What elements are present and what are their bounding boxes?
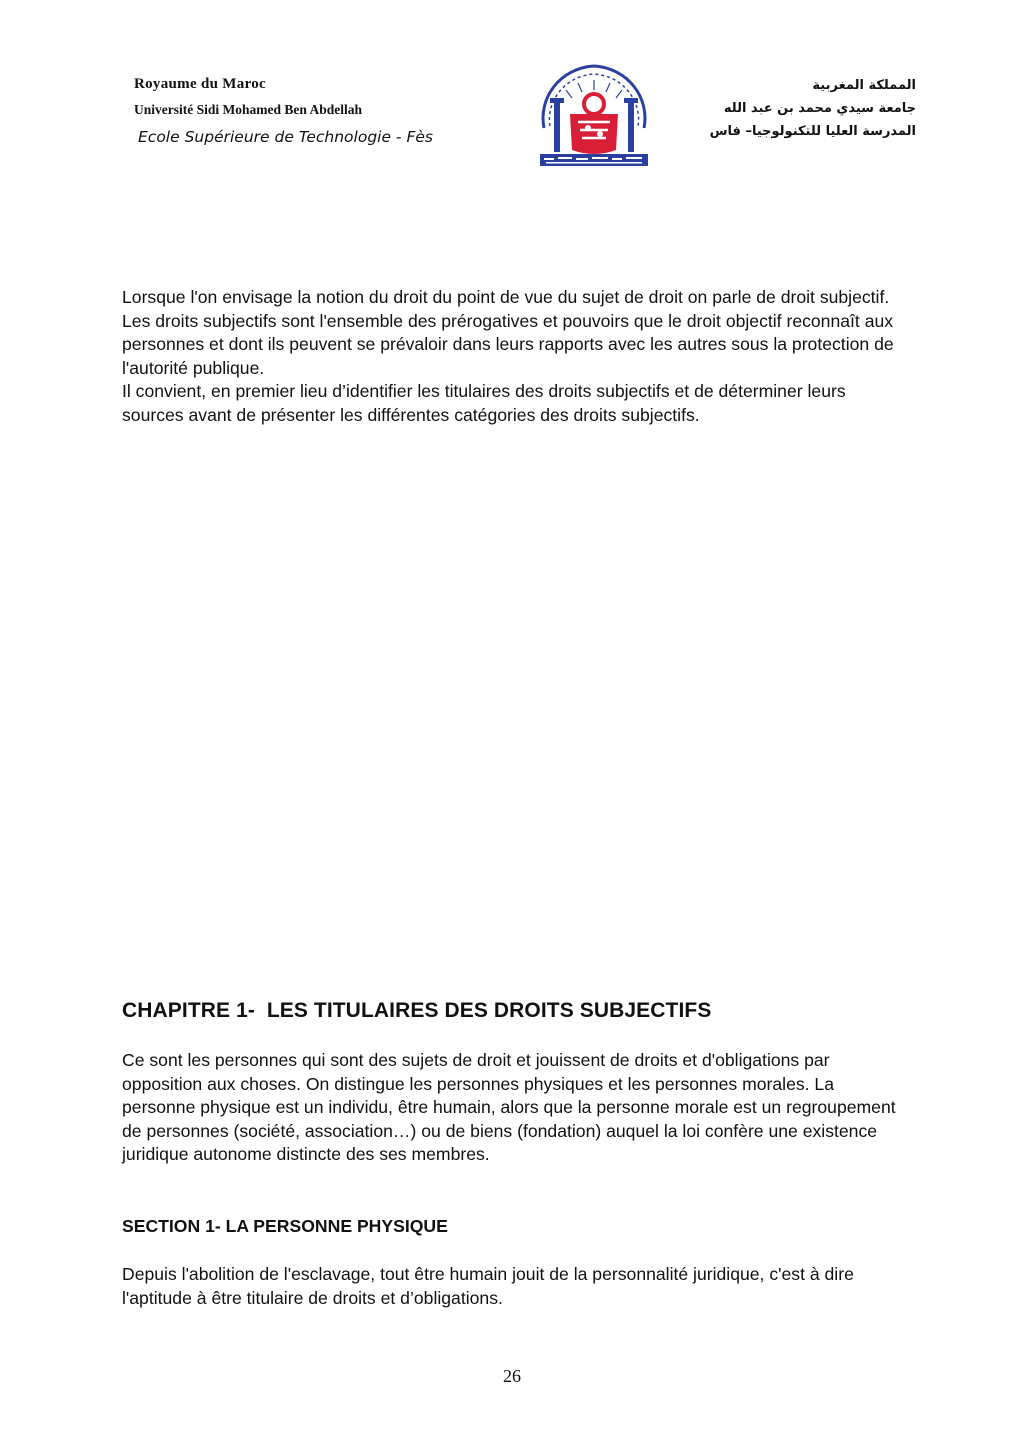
section-paragraph-block [122, 1263, 912, 1310]
intro-text [122, 286, 912, 428]
chapter-paragraph: Ce sont les personnes qui sont des sujets de droit et jouissent de droits et d'obligations par opposition aux choses. On distingue les personnes physiques et les personnes morales. La personne physique est un individu, être humain, alors que la personne morale est un regroupement de personnes (société, association…) ou de biens (fondation) auquel la loi confère une existence juridique autonome distincte des ses membres. [122, 1050, 896, 1165]
institution-header-left [134, 74, 534, 148]
chapter-title: CHAPITRE 1- LES TITULAIRES DES DROITS SUBJECTIFS [122, 999, 712, 1022]
university-emblem-icon [530, 58, 658, 168]
page-number: 26 [503, 1366, 521, 1386]
section-title: SECTION 1- LA PERSONNE PHYSIQUE [122, 1216, 448, 1236]
chapter-paragraph-block [122, 1049, 912, 1167]
country-name-arabic: المملكة المغربية [812, 78, 916, 93]
intro-paragraph-1: Lorsque l'on envisage la notion du droit du point de vue du sujet de droit on parle de droit subjectif. [122, 287, 890, 307]
country-name: Royaume du Maroc [134, 76, 267, 92]
school-name: Ecole Supérieure de Technologie - Fès [138, 128, 433, 146]
institution-header-right [686, 76, 916, 145]
intro-paragraph-3: Il convient, en premier lieu d’identifier les titulaires des droits subjectifs et de déterminer leurs sources avant de présenter les différentes catégories des droits subjectifs. [122, 381, 846, 425]
university-name: Université Sidi Mohamed Ben Abdellah [134, 102, 363, 117]
university-name-arabic: جامعة سيدي محمد بن عبد الله [723, 101, 916, 116]
section-paragraph: Depuis l'abolition de l'esclavage, tout être humain jouit de la personnalité juridique, c'est à dire l'aptitude à être titulaire de droits et d’obligations. [122, 1264, 854, 1308]
intro-paragraph-2: Les droits subjectifs sont l'ensemble des prérogatives et pouvoirs que le droit objectif reconnaît aux personnes et dont ils peuvent se prévaloir dans leurs rapports avec les autres sous la protection de l'autorité publique. [122, 310, 894, 378]
school-name-arabic: المدرسة العليا للتكنولوجيا– فاس [709, 124, 916, 139]
